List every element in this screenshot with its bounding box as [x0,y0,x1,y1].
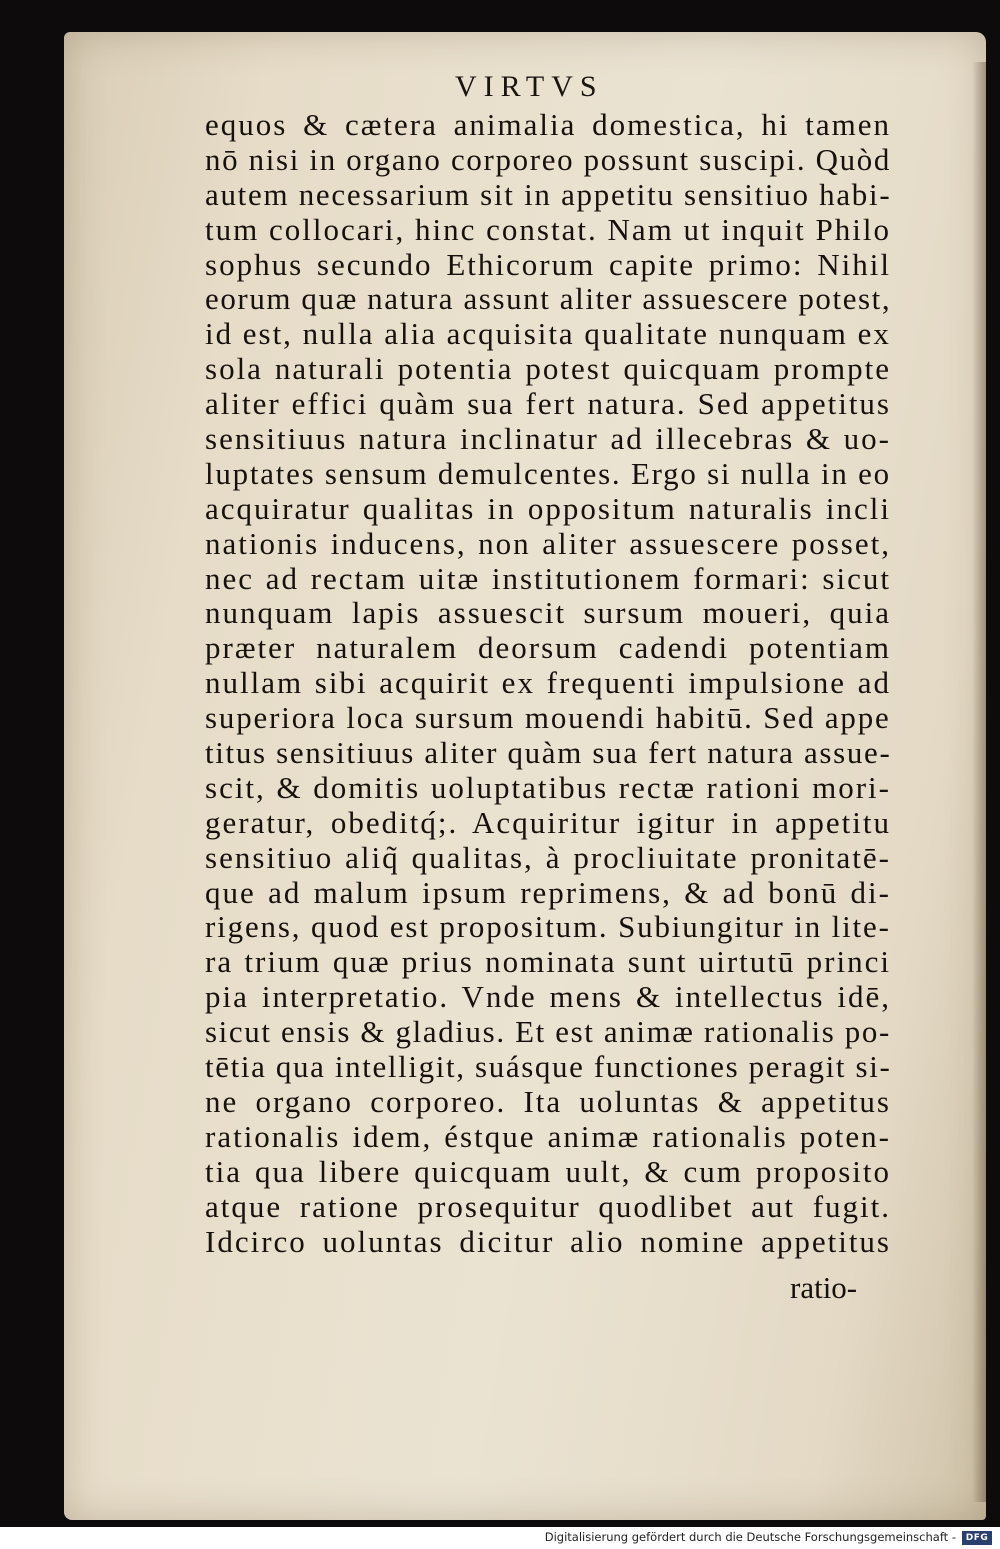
text-line: tia qua libere quicquam uult, & cum proposito [205,1153,891,1189]
text-line: sola naturali potentia potest quicquam prompte [205,351,891,387]
text-line: tētia qua intelligit, suásque functiones peragit si- [205,1049,892,1085]
text-line: atque ratione prosequitur quodlibet aut fugit. [205,1188,891,1224]
page-edge-shadow [972,62,986,1502]
body-text [205,108,891,1259]
text-line: scit, & domitis uoluptatibus rectæ rationi mori- [205,769,891,805]
text-line: id est, nulla alia acquisita qualitate nunquam ex [205,316,891,352]
running-head: VIRTVS [455,70,604,103]
text-line: nunquam lapis assuescit sursum moueri, quia [205,595,891,631]
footer-bar [0,1527,1000,1549]
text-line: equos & cætera animalia domestica, hi tamen [205,107,891,142]
text-line: tum collocari, hinc constat. Nam ut inquit Philo [205,211,891,247]
text-line: sicut ensis & gladius. Et est animæ rationalis po- [205,1014,891,1050]
text-line: eorum quæ natura assunt aliter assuescere potest, [205,281,892,317]
text-line: præter naturalem deorsum cadendi potentiam [205,630,891,666]
text-line: que ad malum ipsum reprimens, & ad bonū di- [205,874,891,910]
text-line: rigens, quod est propositum. Subiungitur in lite- [205,909,891,945]
text-line: rationalis idem, éstque animæ rationalis poten- [205,1118,891,1154]
text-line: sophus secundo Ethicorum capite primo: Nihil [205,246,891,282]
digitization-credit: Digitalisierung gefördert durch die Deutsche Forschungsgemeinschaft - [544,1530,956,1544]
text-line: geratur, obeditq́;. Acquiritur igitur in appetitu [205,804,891,840]
text-line: aliter effici quàm sua fert natura. Sed appetitus [205,386,891,422]
text-line: pia interpretatio. Vnde mens & intellectus idē, [205,979,891,1015]
dfg-logo[interactable]: DFG [962,1531,992,1545]
text-line: sensitiuo aliq̃ qualitas, à procliuitate pronitatē- [205,839,891,875]
text-line: nationis inducens, non aliter assuescere posset, [205,525,891,561]
text-line: Idcirco uoluntas dicitur alio nomine appetitus [205,1223,891,1259]
text-line: luptates sensum demulcentes. Ergo si nulla in eo [205,455,891,491]
text-line: autem necessarium sit in appetitu sensitiuo habi- [205,176,892,212]
text-line: ne organo corporeo. Ita uoluntas & appetitus [205,1083,891,1119]
text-line: nullam sibi acquirit ex frequenti impulsione ad [205,665,891,701]
text-line: titus sensitiuus aliter quàm sua fert natura assue- [205,735,892,771]
text-line: ra trium quæ prius nominata sunt uirtutū princi [205,944,891,980]
text-line: nec ad rectam uitæ institutionem formari: sicut [205,560,891,596]
text-line: acquiratur qualitas in oppositum naturalis incli [205,490,891,526]
text-line: superiora loca sursum mouendi habitū. Sed appe [205,700,891,736]
text-line: nō nisi in organo corporeo possunt suscipi. Quòd [205,141,892,177]
text-line: sensitiuus natura inclinatur ad illecebras & uo- [205,421,891,457]
catchword: ratio- [790,1270,858,1305]
